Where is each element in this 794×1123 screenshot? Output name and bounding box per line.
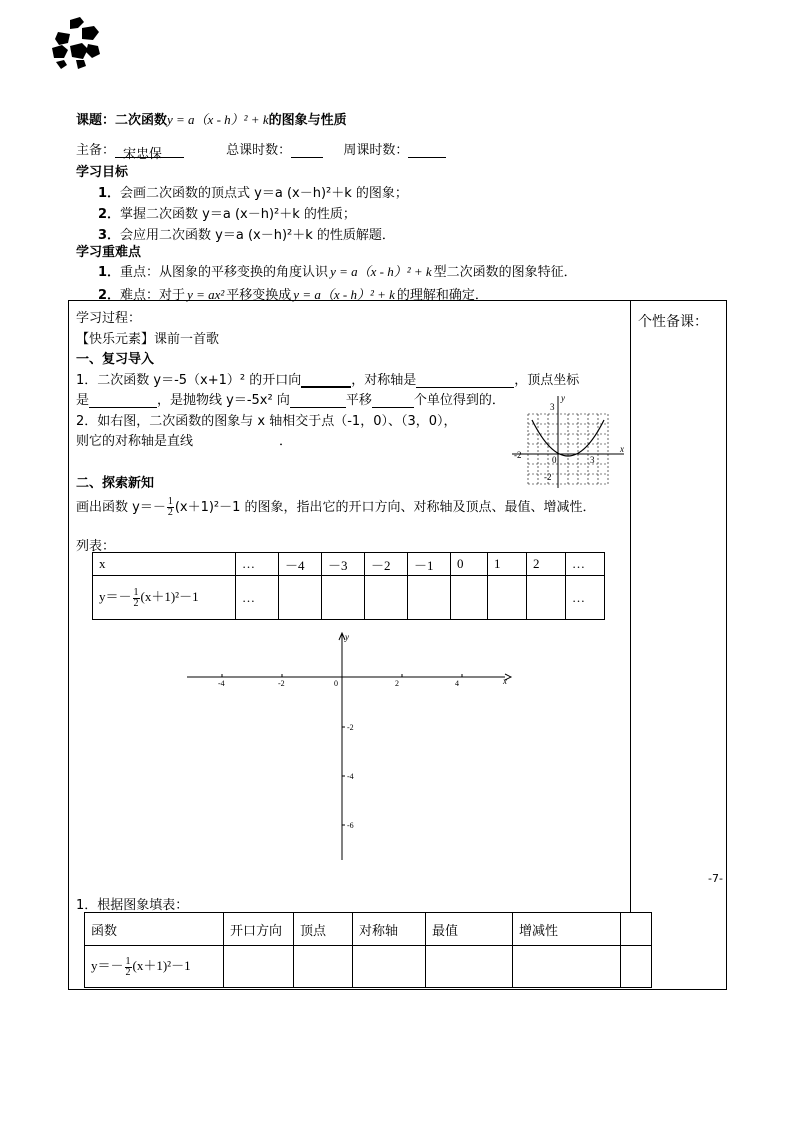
header-cell: 对称轴 [353, 913, 426, 946]
x-tick-label: -2 [278, 679, 285, 688]
tick-label: 3 [590, 455, 595, 465]
question-2-cont: 则它的对称轴是直线 ． [76, 434, 293, 449]
blank-vertex[interactable] [89, 393, 157, 408]
x-cell: －3 [322, 553, 365, 576]
axis-y-label: y [345, 632, 349, 642]
fill-label: 1．根据图象填表： [76, 898, 189, 913]
draw-instruction: 画出函数 y＝－ $\frac{1}{2}$ (x＋1)²－1 的图象，指出它的开口方向、对称轴及顶点、最值、增减性． [76, 496, 596, 518]
goal-item: 3．会应用二次函数 y＝a (x－h)²＋k 的性质解题． [98, 228, 395, 243]
y-tick-label: -2 [347, 723, 354, 732]
page-number: -7- [708, 872, 723, 885]
x-tick-label: -4 [218, 679, 225, 688]
axis-y-label: y [561, 393, 565, 403]
answer-cell[interactable] [621, 946, 652, 988]
y-cell: … [236, 576, 279, 620]
x-cell: … [236, 553, 279, 576]
answer-cell[interactable] [294, 946, 353, 988]
goal-item: 2．掌握二次函数 y＝a (x－h)²＋k 的性质； [98, 207, 356, 222]
property-table [84, 912, 652, 988]
header-cell: 增减性 [513, 913, 621, 946]
total-hours-blank[interactable] [291, 143, 323, 158]
y-cell-blank[interactable] [408, 576, 451, 620]
key-point-item: 1．重点：从图象的平移变换的角度认识 y = a（x - h）² + k 型二次函数的图象特征． [98, 264, 577, 280]
blank-axis[interactable] [416, 373, 514, 388]
header-cell: 函数 [85, 913, 224, 946]
answer-cell[interactable] [353, 946, 426, 988]
weekly-hours-blank[interactable] [408, 143, 446, 158]
answer-cell[interactable] [224, 946, 294, 988]
blank-units[interactable] [372, 393, 414, 408]
goal-item: 1．会画二次函数的顶点式 y＝a (x－h)²＋k 的图象； [98, 186, 408, 201]
lesson-title: 课题：二次函数y = a（x - h）² + k的图象与性质 [76, 112, 347, 128]
tick-label: 0 [552, 455, 557, 465]
happy-heading: 【快乐元素】课前一首歌 [76, 332, 220, 347]
y-cell-blank[interactable] [322, 576, 365, 620]
tick-label: -2 [514, 450, 522, 460]
answer-cell[interactable] [513, 946, 621, 988]
y-cell-blank[interactable] [365, 576, 408, 620]
header-cell-empty [621, 913, 652, 946]
y-cell-blank[interactable] [451, 576, 488, 620]
x-cell: －2 [365, 553, 408, 576]
x-cell: －4 [279, 553, 322, 576]
small-parabola-graph [508, 392, 632, 488]
side-notes-label: 个性备课： [638, 314, 708, 330]
question-1-cont: 是 ，是抛物线 y＝-5x² 向 平移 个单位得到的． [76, 393, 505, 408]
blank-direction[interactable] [290, 393, 346, 408]
x-tick-label: 2 [395, 679, 399, 688]
x-cell: 2 [527, 553, 566, 576]
key-point-item: 2．难点：对于 y = ax² 平移变换成 y = a（x - h）² + k 的理解和确定． [98, 287, 488, 303]
list-label: 列表： [76, 539, 116, 554]
logo-mark [48, 14, 106, 72]
blank-opening[interactable] [301, 372, 351, 388]
header-cell: 开口方向 [224, 913, 294, 946]
key-points-heading: 学习重难点 [76, 245, 142, 260]
y-tick-label: -4 [347, 772, 354, 781]
x-tick-label: 4 [455, 679, 459, 688]
function-cell: y＝－ $\frac{1}{2}$ (x＋1)²－1 [85, 946, 224, 988]
lesson-meta: 主备： 宋忠保 总课时数： 周课时数： [76, 139, 446, 158]
y-cell-blank[interactable] [527, 576, 566, 620]
coordinate-axes [185, 630, 515, 862]
x-header: x [93, 553, 236, 576]
y-header: y＝－ $\frac{1}{2}$ (x＋1)²－1 [93, 576, 236, 620]
goals-heading: 学习目标 [76, 165, 129, 180]
question-1: 1．二次函数 y＝-5（x+1）² 的开口向 ，对称轴是 ，顶点坐标 [76, 373, 580, 388]
y-cell: … [566, 576, 605, 620]
y-cell-blank[interactable] [488, 576, 527, 620]
header-cell: 顶点 [294, 913, 353, 946]
value-table [92, 552, 605, 620]
answer-cell[interactable] [426, 946, 513, 988]
host-name: 宋忠保 [115, 143, 184, 158]
x-cell: 0 [451, 553, 488, 576]
process-label: 学习过程： [76, 311, 142, 326]
axis-x-label: x [503, 676, 507, 686]
header-cell: 最值 [426, 913, 513, 946]
tick-label: -2 [544, 472, 552, 482]
y-cell-blank[interactable] [279, 576, 322, 620]
x-cell: … [566, 553, 605, 576]
y-tick-label: -6 [347, 821, 354, 830]
x-tick-label: 0 [334, 679, 338, 688]
question-2: 2．如右图，二次函数的图象与 x 轴相交于点（-1，0）、（3，0）， [76, 414, 457, 429]
tick-label: 3 [550, 402, 555, 412]
x-cell: －1 [408, 553, 451, 576]
x-cell: 1 [488, 553, 527, 576]
review-heading: 一、复习导入 [76, 352, 155, 367]
axis-x-label: x [620, 444, 624, 454]
explore-heading: 二、探索新知 [76, 476, 155, 491]
